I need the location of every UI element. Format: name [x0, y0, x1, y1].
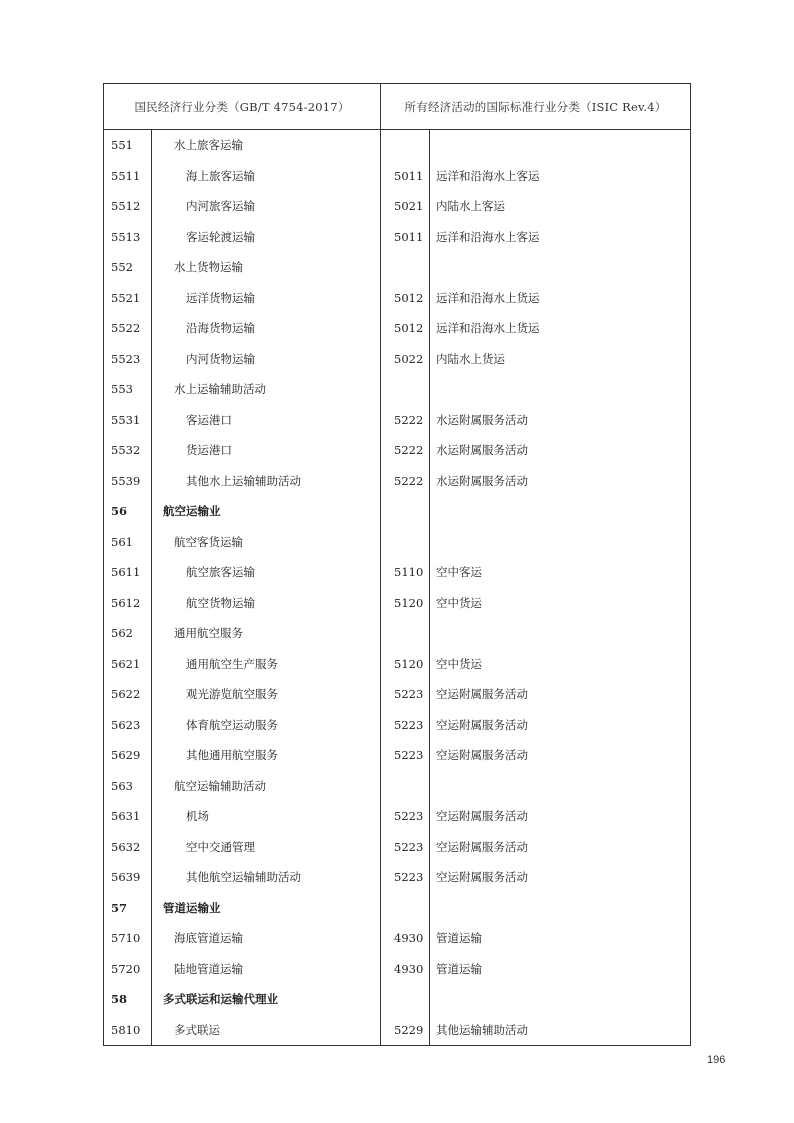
name-cell: 水上货物运输	[174, 260, 243, 275]
table-row	[104, 435, 690, 466]
table-row	[104, 222, 690, 253]
code-cell: 5621	[111, 656, 141, 671]
code-cell: 57	[111, 900, 128, 915]
name-cell: 机场	[186, 809, 209, 824]
name-cell: 观光游览航空服务	[186, 687, 278, 702]
code-cell: 5710	[111, 931, 141, 946]
isic-code-cell: 5223	[394, 748, 424, 763]
code-cell: 5632	[111, 839, 141, 854]
table-row	[104, 710, 690, 741]
table-row	[104, 527, 690, 558]
isic-code-cell: 5223	[394, 839, 424, 854]
isic-name-cell: 空中货运	[436, 656, 482, 671]
code-cell: 56	[111, 504, 128, 519]
isic-code-cell: 5021	[394, 199, 424, 214]
isic-name-cell: 水运附属服务活动	[436, 473, 528, 488]
name-cell: 陆地管道运输	[174, 961, 243, 976]
isic-name-cell: 远洋和沿海水上客运	[436, 168, 540, 183]
isic-name-cell: 远洋和沿海水上客运	[436, 229, 540, 244]
code-cell: 551	[111, 138, 133, 153]
name-cell: 多式联运和运输代理业	[163, 992, 278, 1007]
code-cell: 562	[111, 626, 133, 641]
name-cell: 沿海货物运输	[186, 321, 255, 336]
name-cell: 航空运输辅助活动	[174, 778, 266, 793]
isic-code-cell: 5012	[394, 321, 424, 336]
code-cell: 58	[111, 992, 128, 1007]
isic-code-cell: 5222	[394, 473, 424, 488]
code-cell: 5612	[111, 595, 141, 610]
table-row	[104, 466, 690, 497]
table-body	[104, 130, 690, 1045]
code-cell: 5623	[111, 717, 141, 732]
table-row	[104, 740, 690, 771]
table-row	[104, 771, 690, 802]
table-row	[104, 130, 690, 161]
name-cell: 客运轮渡运输	[186, 229, 255, 244]
table-row	[104, 496, 690, 527]
table-row	[104, 1015, 690, 1046]
table-row	[104, 374, 690, 405]
name-cell: 海上旅客运输	[186, 168, 255, 183]
isic-code-cell: 5011	[394, 168, 424, 183]
isic-name-cell: 远洋和沿海水上货运	[436, 290, 540, 305]
code-cell: 5532	[111, 443, 141, 458]
code-cell: 5522	[111, 321, 141, 336]
isic-code-cell: 5120	[394, 595, 424, 610]
isic-code-cell: 5011	[394, 229, 424, 244]
isic-code-cell: 5022	[394, 351, 424, 366]
isic-code-cell: 5110	[394, 565, 424, 580]
isic-name-cell: 远洋和沿海水上货运	[436, 321, 540, 336]
isic-code-cell: 5222	[394, 412, 424, 427]
code-cell: 5622	[111, 687, 141, 702]
table-row	[104, 832, 690, 863]
classification-table	[103, 83, 691, 1046]
isic-name-cell: 空中客运	[436, 565, 482, 580]
isic-name-cell: 空运附属服务活动	[436, 839, 528, 854]
isic-code-cell: 5223	[394, 687, 424, 702]
header-isic: 所有经济活动的国际标准行业分类（ISIC Rev.4）	[404, 99, 667, 114]
isic-code-cell: 5223	[394, 809, 424, 824]
table-header	[104, 84, 690, 130]
name-cell: 远洋货物运输	[186, 290, 255, 305]
isic-name-cell: 空运附属服务活动	[436, 717, 528, 732]
code-cell: 5512	[111, 199, 141, 214]
column-divider	[380, 130, 381, 1045]
table-row	[104, 405, 690, 436]
code-cell: 5531	[111, 412, 141, 427]
name-cell: 客运港口	[186, 412, 232, 427]
table-row	[104, 588, 690, 619]
name-cell: 管道运输业	[163, 900, 221, 915]
name-cell: 航空货物运输	[186, 595, 255, 610]
isic-name-cell: 空运附属服务活动	[436, 809, 528, 824]
table-row	[104, 893, 690, 924]
name-cell: 通用航空服务	[174, 626, 243, 641]
code-cell: 5629	[111, 748, 141, 763]
isic-name-cell: 空运附属服务活动	[436, 748, 528, 763]
table-row	[104, 191, 690, 222]
column-divider	[429, 130, 430, 1045]
table-row	[104, 557, 690, 588]
code-cell: 5521	[111, 290, 141, 305]
table-row	[104, 649, 690, 680]
table-row	[104, 252, 690, 283]
table-row	[104, 984, 690, 1015]
table-row	[104, 344, 690, 375]
isic-name-cell: 水运附属服务活动	[436, 443, 528, 458]
code-cell: 5513	[111, 229, 141, 244]
table-row	[104, 679, 690, 710]
name-cell: 体育航空运动服务	[186, 717, 278, 732]
name-cell: 航空旅客运输	[186, 565, 255, 580]
table-row	[104, 923, 690, 954]
isic-name-cell: 空运附属服务活动	[436, 687, 528, 702]
code-cell: 561	[111, 534, 133, 549]
code-cell: 5639	[111, 870, 141, 885]
isic-code-cell: 4930	[394, 931, 424, 946]
name-cell: 货运港口	[186, 443, 232, 458]
isic-name-cell: 水运附属服务活动	[436, 412, 528, 427]
table-row	[104, 954, 690, 985]
name-cell: 其他通用航空服务	[186, 748, 278, 763]
code-cell: 5523	[111, 351, 141, 366]
isic-code-cell: 5223	[394, 870, 424, 885]
name-cell: 多式联运	[174, 1022, 220, 1037]
name-cell: 水上旅客运输	[174, 138, 243, 153]
isic-name-cell: 内陆水上客运	[436, 199, 505, 214]
name-cell: 水上运输辅助活动	[174, 382, 266, 397]
isic-name-cell: 管道运输	[436, 961, 482, 976]
name-cell: 航空客货运输	[174, 534, 243, 549]
isic-name-cell: 空运附属服务活动	[436, 870, 528, 885]
table-row	[104, 801, 690, 832]
name-cell: 海底管道运输	[174, 931, 243, 946]
name-cell: 内河旅客运输	[186, 199, 255, 214]
code-cell: 5611	[111, 565, 141, 580]
name-cell: 内河货物运输	[186, 351, 255, 366]
code-cell: 5631	[111, 809, 141, 824]
name-cell: 其他航空运输辅助活动	[186, 870, 301, 885]
isic-name-cell: 管道运输	[436, 931, 482, 946]
page-number: 196	[707, 1054, 726, 1066]
code-cell: 5539	[111, 473, 141, 488]
table-row	[104, 161, 690, 192]
code-cell: 5720	[111, 961, 141, 976]
name-cell: 空中交通管理	[186, 839, 255, 854]
table-row	[104, 618, 690, 649]
isic-code-cell: 5223	[394, 717, 424, 732]
header-gbt: 国民经济行业分类（GB/T 4754-2017）	[104, 84, 381, 129]
isic-code-cell: 5012	[394, 290, 424, 305]
column-divider	[151, 130, 152, 1045]
name-cell: 通用航空生产服务	[186, 656, 278, 671]
code-cell: 563	[111, 778, 133, 793]
table-row	[104, 313, 690, 344]
isic-name-cell: 内陆水上货运	[436, 351, 505, 366]
table-row	[104, 283, 690, 314]
code-cell: 553	[111, 382, 133, 397]
table-row	[104, 862, 690, 893]
isic-code-cell: 5120	[394, 656, 424, 671]
name-cell: 其他水上运输辅助活动	[186, 473, 301, 488]
isic-code-cell: 5222	[394, 443, 424, 458]
isic-code-cell: 5229	[394, 1022, 424, 1037]
isic-code-cell: 4930	[394, 961, 424, 976]
isic-name-cell: 其他运输辅助活动	[436, 1022, 528, 1037]
code-cell: 5810	[111, 1022, 141, 1037]
name-cell: 航空运输业	[163, 504, 221, 519]
code-cell: 5511	[111, 168, 141, 183]
isic-name-cell: 空中货运	[436, 595, 482, 610]
code-cell: 552	[111, 260, 133, 275]
